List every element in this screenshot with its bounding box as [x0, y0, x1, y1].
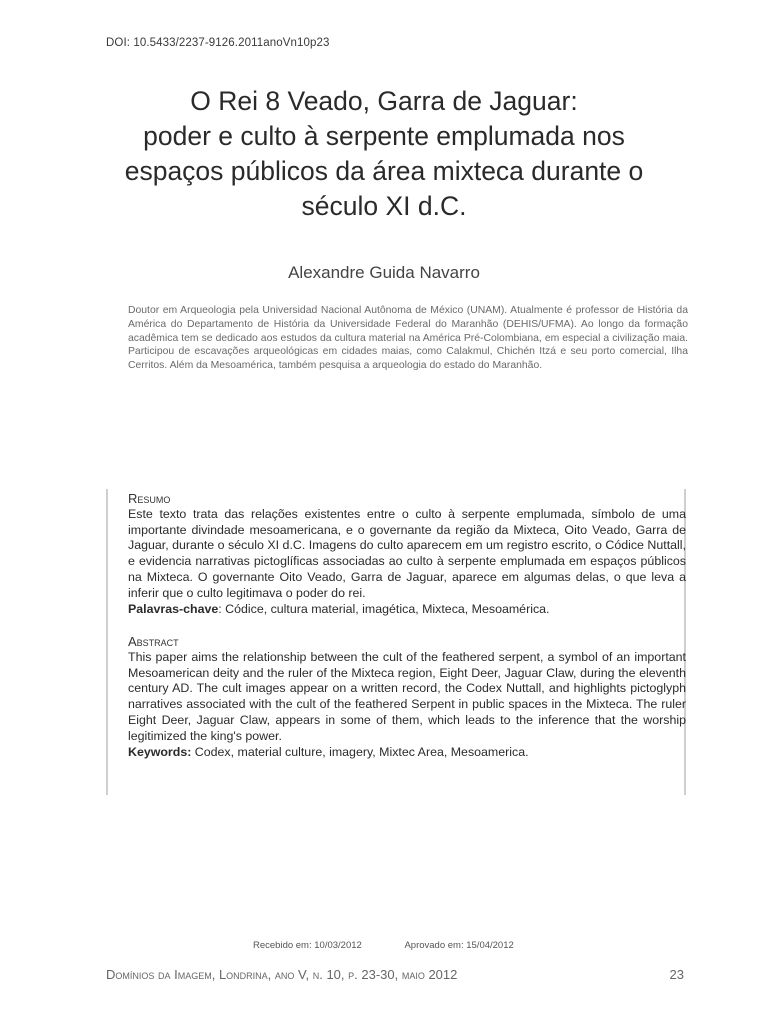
abstract-section: [128, 634, 686, 760]
box-left-rule: [106, 489, 108, 795]
abstract-text: This paper aims the relationship between the cult of the feathered serpent, a symbol of an important Mesoamerican deity and the ruler of the Mixteca region, Eight Deer, Jaguar Claw, during the eleventh century AD. The cult images appear on a written record, the Codex Nuttall, and highlights pictoglyph narratives associated with the cult of the feathered Serpent in public spaces in the Mixteca. The ruler Eight Deer, Jaguar Claw, appears in some of them, which leads to the inference that the worship legitimized the king's power.: [128, 649, 686, 743]
abstract-heading: Abstract: [128, 634, 179, 649]
page-number: 23: [669, 967, 684, 982]
title-line-1: O Rei 8 Veado, Garra de Jaguar:: [190, 86, 578, 116]
title-line-3: espaços públicos da área mixteca durante o: [124, 156, 644, 186]
author-name: Alexandre Guida Navarro: [288, 263, 480, 282]
received-date: Recebido em: 10/03/2012: [253, 940, 362, 951]
abstract-keywords-list: Codex, material culture, imagery, Mixtec Area, Mesoamerica.: [191, 744, 529, 759]
resumo-heading: Resumo: [128, 491, 171, 506]
article-title: [80, 84, 688, 224]
journal-citation: Domínios da Imagem, Londrina, ano V, n. 10, p. 23-30, maio 2012: [106, 967, 458, 982]
title-line-4: século XI d.C.: [301, 191, 467, 221]
abstract-keywords-label: Keywords:: [128, 744, 192, 759]
resumo-text: Este texto trata das relações existentes entre o culto à serpente emplumada, símbolo de uma importante divindade mesoamericana, e o governante da região da Mixteca, Oito Veado, Garra de Jaguar, durante o século XI d.C. Imagens do culto aparecem em um registro escrito, o Códice Nuttall, e evidencia narrativas pictoglíficas associadas ao culto à serpente emplumada em espaços públicos na Mixteca. O governante Oito Veado, Garra de Jaguar, aparece em algumas delas, o que leva a inferir que o culto legitimava o poder do rei.: [128, 506, 686, 600]
resumo-keywords: [128, 602, 686, 618]
resumo-section: [128, 491, 686, 617]
doi-line: DOI: 10.5433/2237-9126.2011anoVn10p23: [106, 37, 330, 49]
title-line-2: poder e culto à serpente emplumada nos: [143, 121, 625, 151]
resumo-keywords-list: : Códice, cultura material, imagética, Mixteca, Mesoamérica.: [218, 601, 550, 616]
resumo-keywords-label: Palavras-chave: [128, 601, 219, 616]
submission-dates: [253, 940, 514, 951]
author-bio: Doutor em Arqueologia pela Universidad Nacional Autônoma de México (UNAM). Atualmente é professor de História da América do Departamento de História da Universidade Federal do Maranhão (DEHIS/UFMA). Ao longo da formação acadêmica tem se dedicado aos estudos da cultura material na América Pré-Colombiana, em especial a civilização maia. Participou de escavações arqueológicas em cidades maias, como Calakmul, Chichén Itzá e seu porto comercial, Ilha Cerritos. Além da Mesoamérica, também pesquisa a arqueologia do estado do Maranhão.: [128, 305, 688, 372]
abstract-keywords: [128, 745, 686, 761]
approved-date: Aprovado em: 15/04/2012: [404, 940, 514, 951]
page-footer: [106, 967, 684, 982]
